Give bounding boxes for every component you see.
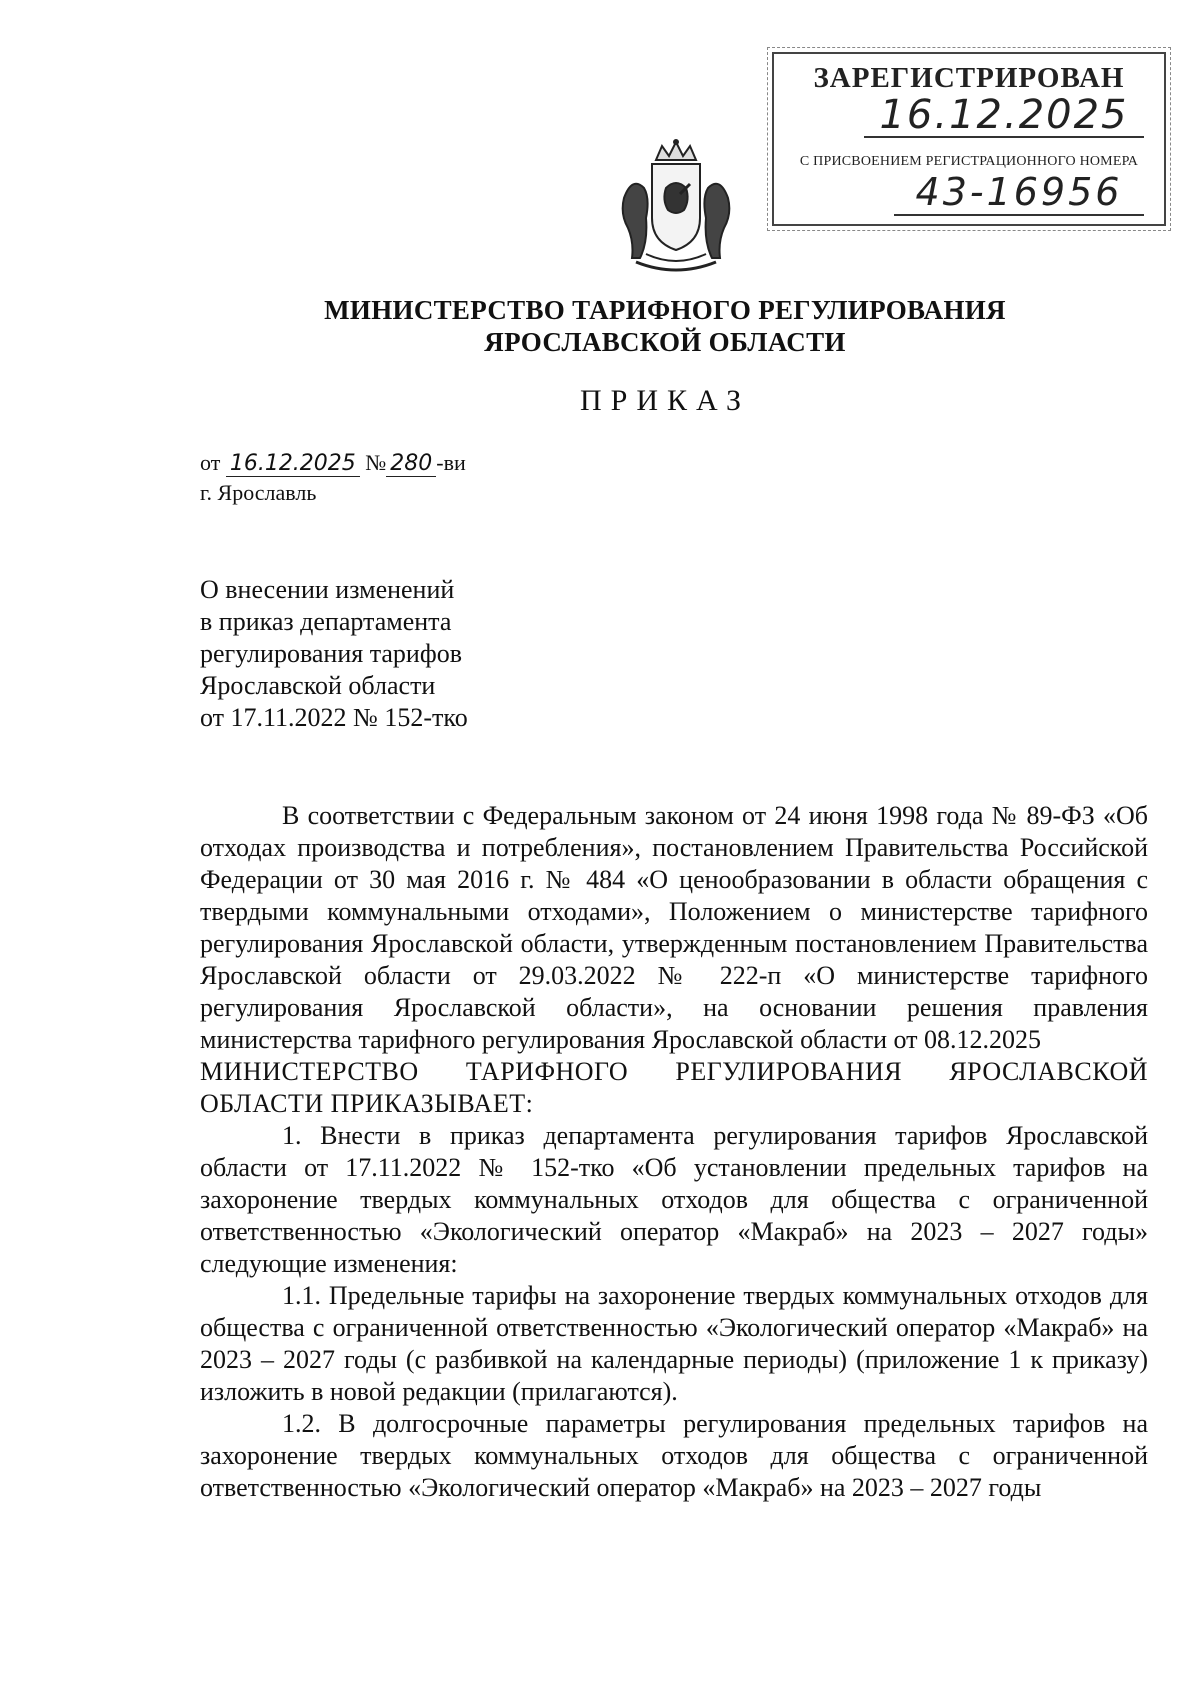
subject-line: Ярославской области xyxy=(200,671,436,700)
order-number-suffix: -ви xyxy=(436,450,466,475)
number-label: № xyxy=(365,450,387,475)
order-number: 280 xyxy=(386,452,436,477)
item-1-paragraph: 1. Внести в приказ департамента регулирования тарифов Ярославской области от 17.11.2022 № 152-тко «Об установлении предельных тарифов на захоронение твердых коммунальных отходов для общества с ограниченной ответственностью «Экологический оператор «Макраб» на 2023 – 2027 годы» следующие изменения: xyxy=(200,1121,1148,1278)
document-type-title: ПРИКАЗ xyxy=(580,384,750,417)
ministry-name-line-2: ЯРОСЛАВСКОЙ ОБЛАСТИ xyxy=(484,327,846,357)
registration-stamp xyxy=(772,52,1166,226)
subject-line: регулирования тарифов xyxy=(200,639,462,668)
subject-line: от 17.11.2022 № 152-тко xyxy=(200,703,468,732)
orders-paragraph: МИНИСТЕРСТВО ТАРИФНОГО РЕГУЛИРОВАНИЯ ЯРОСЛАВСКОЙ ОБЛАСТИ ПРИКАЗЫВАЕТ: xyxy=(200,1057,1148,1118)
coat-of-arms-icon xyxy=(606,138,746,278)
item-1-2-paragraph: 1.2. В долгосрочные параметры регулирования предельных тарифов на захоронение твердых коммунальных отходов для общества с ограниченной ответственностью «Экологический оператор «Макраб» на 2023 – 2027 годы xyxy=(200,1409,1148,1502)
subject-line: в приказ департамента xyxy=(200,607,452,636)
stamp-date: 16.12.2025 xyxy=(864,94,1144,138)
order-date-number-line xyxy=(200,448,466,478)
ministry-name xyxy=(240,294,1090,358)
item-1-1-paragraph: 1.1. Предельные тарифы на захоронение твердых коммунальных отходов для общества с ограниченной ответственностью «Экологический оператор «Макраб» на 2023 – 2027 годы (с разбивкой на календарные периоды) (приложение 1 к приказу) изложить в новой редакции (прилагаются). xyxy=(200,1281,1148,1406)
order-subject xyxy=(200,574,468,734)
order-body xyxy=(200,800,1148,1504)
from-label: от xyxy=(200,450,221,475)
order-date: 16.12.2025 xyxy=(226,452,360,477)
city: г. Ярославль xyxy=(200,480,317,505)
preamble-paragraph: В соответствии с Федеральным законом от 24 июня 1998 года № 89-ФЗ «Об отходах производства и потребления», постановлением Правительства Российской Федерации от 30 мая 2016 г. № 484 «О ценообразовании в области обращения с твердыми коммунальными отходами», Положением о министерстве тарифного регулирования Ярославской области, утвержденным постановлением Правительства Ярославской области от 29.03.2022 № 222-п «О министерстве тарифного регулирования Ярославской области», на основании решения правления министерства тарифного регулирования Ярославской области от 08.12.2025 xyxy=(200,801,1148,1054)
subject-line: О внесении изменений xyxy=(200,575,455,604)
order-meta xyxy=(200,448,466,508)
stamp-caption: С ПРИСВОЕНИЕМ РЕГИСТРАЦИОННОГО НОМЕРА xyxy=(799,154,1139,169)
ministry-name-line-1: МИНИСТЕРСТВО ТАРИФНОГО РЕГУЛИРОВАНИЯ xyxy=(324,295,1006,325)
stamp-registration-number: 43-16956 xyxy=(894,170,1144,216)
stamp-title: ЗАРЕГИСТРИРОВАН xyxy=(813,62,1125,94)
